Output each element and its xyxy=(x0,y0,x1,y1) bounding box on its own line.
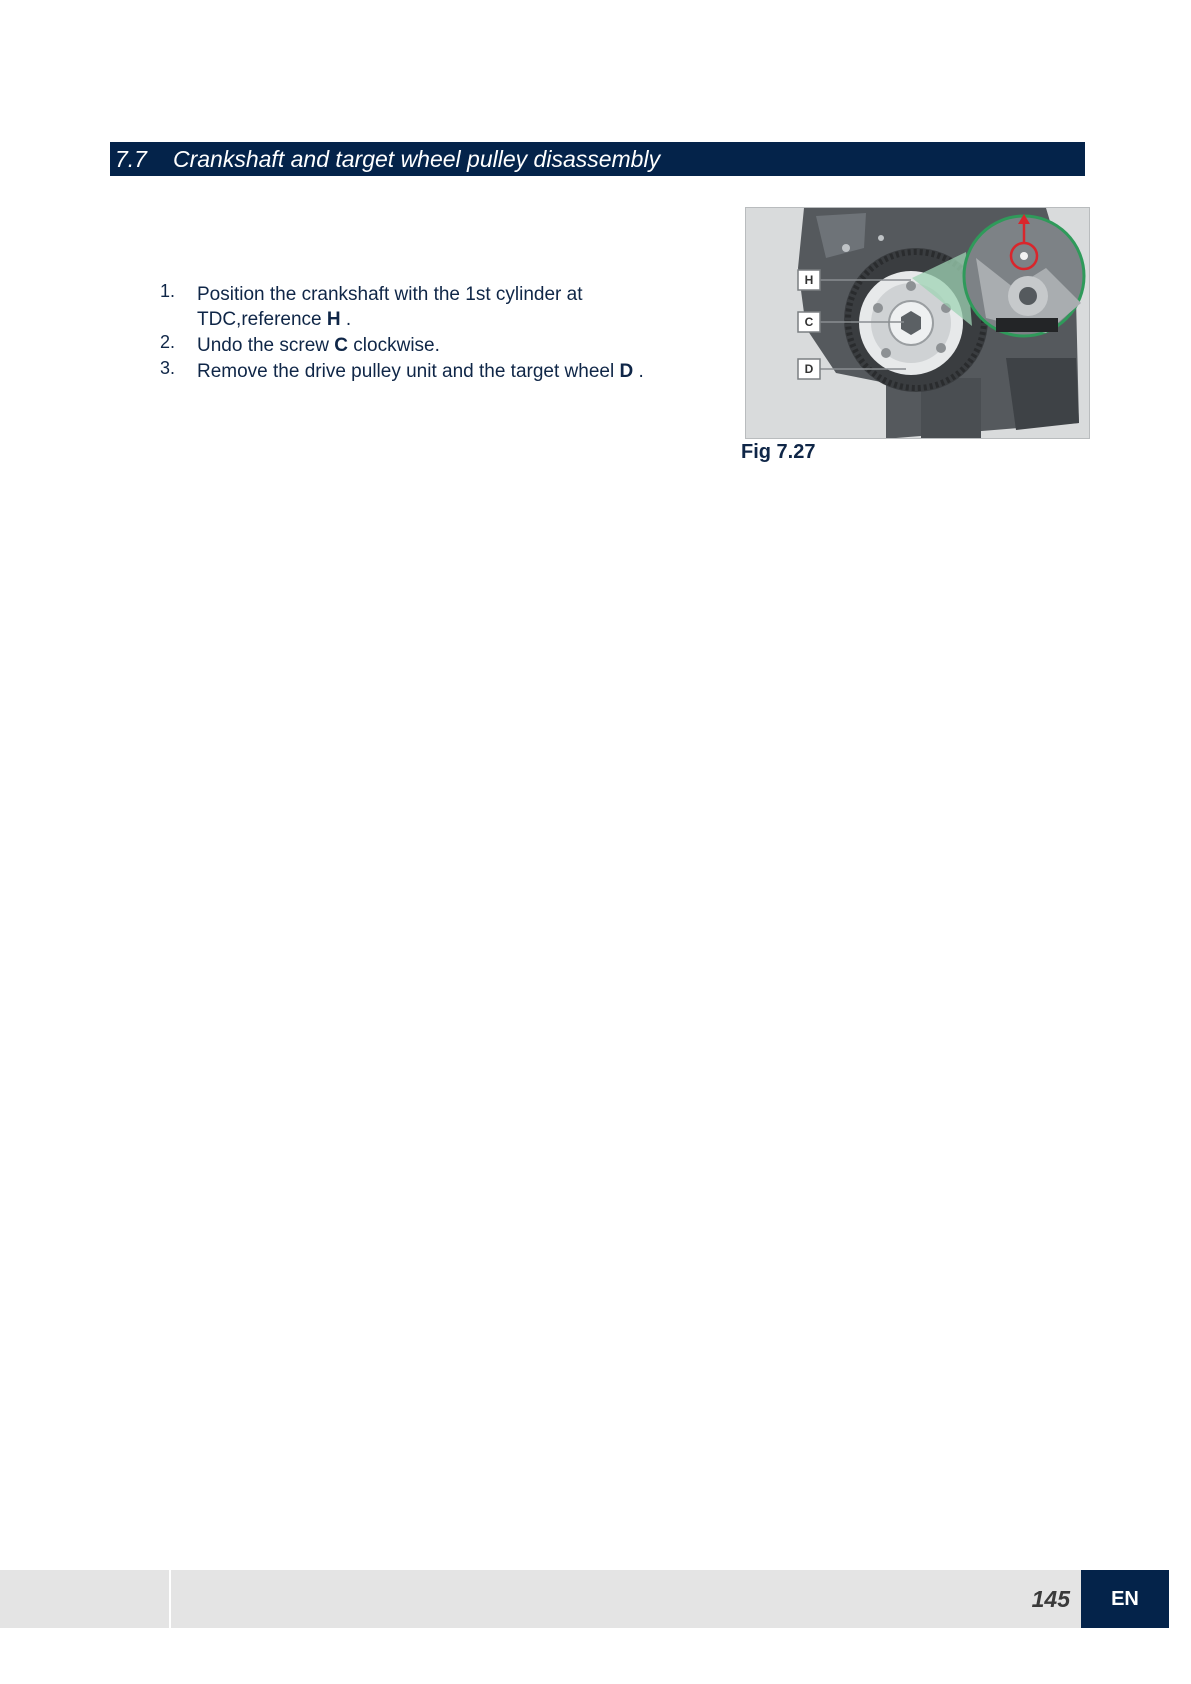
figure-caption: Fig 7.27 xyxy=(741,441,816,463)
language-badge: EN xyxy=(1081,1570,1169,1628)
step-number: 3. xyxy=(160,358,176,378)
callout-label-c: C xyxy=(804,315,814,329)
section-header xyxy=(110,142,1085,176)
section-number: 7.7 xyxy=(115,146,147,172)
step-text: Position the crankshaft with the 1st cylinder at TDC,reference xyxy=(197,284,583,330)
footer-divider xyxy=(169,1570,171,1628)
step-reference: D xyxy=(619,361,634,382)
step-item xyxy=(160,359,700,384)
procedure-steps xyxy=(160,282,700,385)
step-item xyxy=(160,333,700,358)
step-number: 1. xyxy=(160,281,176,301)
step-suffix: . xyxy=(340,309,352,330)
step-text: Undo the screw xyxy=(197,335,335,356)
step-text: Remove the drive pulley unit and the target wheel xyxy=(197,361,620,382)
step-reference: C xyxy=(334,335,349,356)
step-suffix: clockwise. xyxy=(348,335,440,356)
footer-bar xyxy=(0,1570,1169,1628)
step-reference: H xyxy=(326,309,341,330)
callout-label-h: H xyxy=(804,273,814,287)
step-number: 2. xyxy=(160,332,176,352)
callout-label-d: D xyxy=(804,362,814,376)
section-title: Crankshaft and target wheel pulley disassembly xyxy=(173,146,661,172)
step-item xyxy=(160,282,700,332)
step-suffix: . xyxy=(633,361,644,382)
figure-crankshaft-pulley xyxy=(745,207,1090,439)
page-number: 145 xyxy=(1031,1586,1070,1612)
